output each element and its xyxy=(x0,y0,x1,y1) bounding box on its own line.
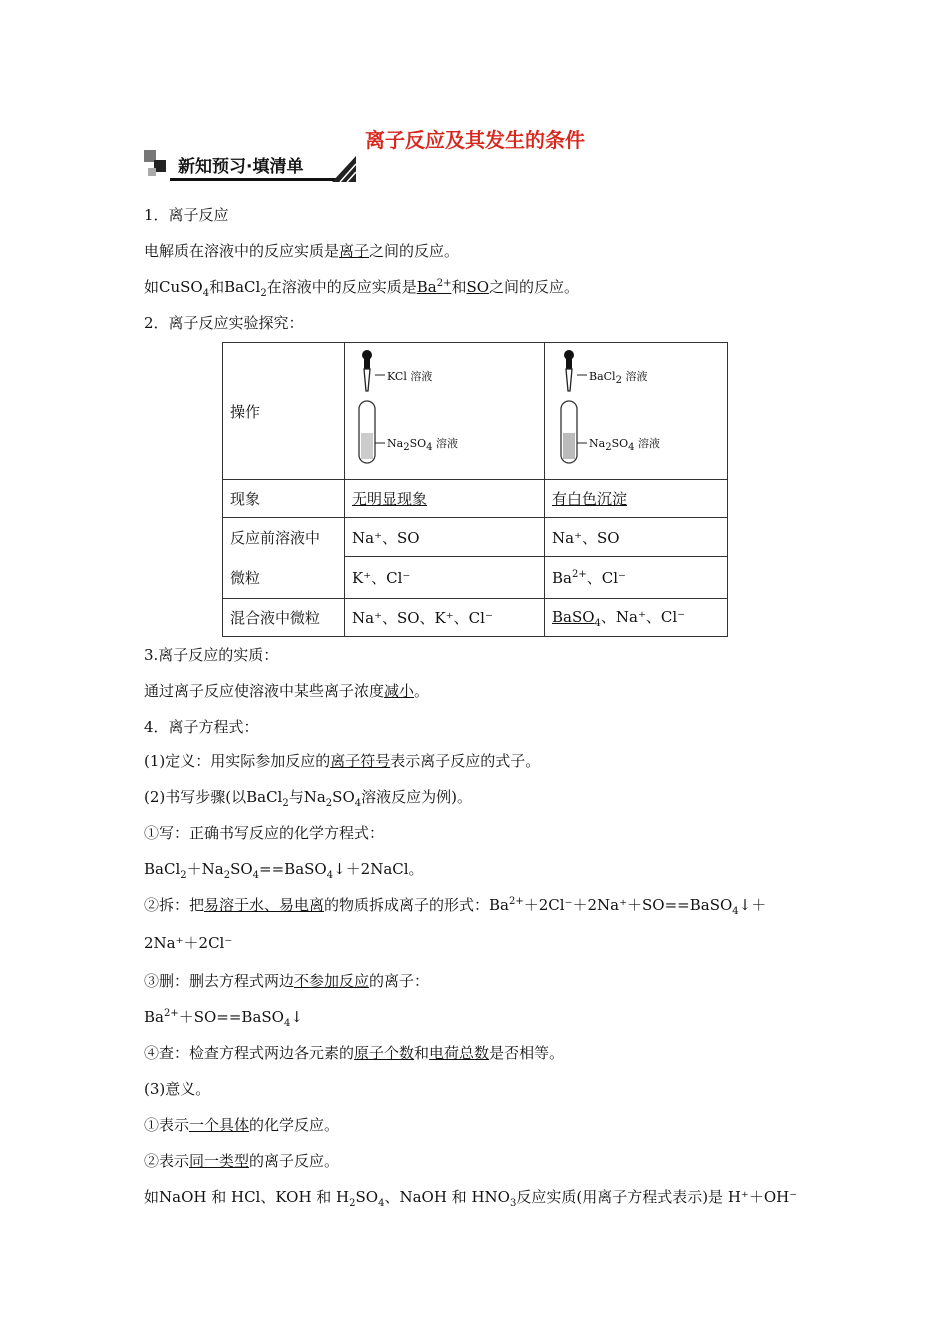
operation-left-figure xyxy=(345,343,545,480)
step-write-equation: $BaCl_2+Na_2SO_4==BaSO_4↓+2NaCl$。 xyxy=(144,860,424,881)
step-split-line: ②拆：把易溶于水、易电离的物质拆成离子的形式：$Ba^{2+}+2Cl^-+2Na^++SO==BaSO_4↓+$ xyxy=(144,896,767,917)
section-1-heading: 1．离子反应 xyxy=(144,206,229,224)
meaning-2: ②表示同一类型的离子反应。 xyxy=(144,1152,340,1170)
step-check-line: ④查：检查方程式两边各元素的原子个数和电荷总数是否相等。 xyxy=(144,1044,565,1062)
step-write-heading: ①写：正确书写反应的化学方程式： xyxy=(144,824,385,842)
banner-label: 新知预习·填清单 xyxy=(178,157,304,177)
tube-label: $Na_2SO_4$ 溶液 xyxy=(589,437,660,454)
mixed-left: Na⁺、SO、K⁺、Cl⁻ xyxy=(345,599,545,637)
step-delete-equation: $Ba^{2+}+SO==BaSO_4↓$ xyxy=(144,1008,303,1029)
section-banner xyxy=(144,148,358,182)
step-split-continued: 2Na⁺＋2Cl⁻ xyxy=(144,934,233,952)
experiment-table xyxy=(222,342,728,637)
s3-line-1: 通过离子反应使溶液中某些离子浓度减小。 xyxy=(144,682,430,700)
meaning-heading: (3)意义。 xyxy=(144,1080,211,1098)
section-4-heading: 4．离子方程式： xyxy=(144,718,259,736)
phenomenon-left: 无明显现象 xyxy=(352,490,428,508)
before-right-2: $Ba^{2+}$、Cl⁻ xyxy=(545,557,728,599)
dropper-label: BaCl$_2$ 溶液 xyxy=(589,370,648,387)
table-label-operation: 操作 xyxy=(223,343,345,480)
s1-line-2: 如CuSO$_4$和BaCl$_2$在溶液中的反应实质是$Ba^{2+}$和SO之间的反应。 xyxy=(144,278,580,299)
s4-definition: (1)定义：用实际参加反应的离子符号表示离子反应的式子。 xyxy=(144,752,541,770)
page-title: 离子反应及其发生的条件 xyxy=(365,128,585,152)
s1-line-1: 电解质在溶液中的反应实质是离子之间的反应。 xyxy=(144,242,460,260)
table-label-mixed: 混合液中微粒 xyxy=(223,599,345,637)
section-2-heading: 2．离子反应实验探究： xyxy=(144,314,304,332)
banner-square-icon xyxy=(148,168,156,176)
table-label-before: 反应前溶液中 微粒 xyxy=(223,518,345,599)
before-left-1: Na⁺、SO xyxy=(345,518,545,557)
meaning-1: ①表示一个具体的化学反应。 xyxy=(144,1116,340,1134)
step-delete-heading: ③删：删去方程式两边不参加反应的离子： xyxy=(144,972,430,990)
table-label-phenomenon: 现象 xyxy=(223,480,345,518)
meaning-3: 如NaOH 和 HCl、KOH 和 $H_2SO_4$、NaOH 和 $HNO_3$反应实质(用离子方程式表示)是 H⁺＋OH⁻ xyxy=(144,1188,798,1209)
section-3-heading: 3.离子反应的实质： xyxy=(144,646,279,664)
mixed-right: BaSO$_4$、Na⁺、Cl⁻ xyxy=(545,599,728,637)
tube-label: $Na_2SO_4$ 溶液 xyxy=(387,437,458,454)
operation-right-figure xyxy=(545,343,728,480)
dropper-label: KCl 溶液 xyxy=(387,370,433,383)
before-right-1: Na⁺、SO xyxy=(545,518,728,557)
slash-decoration-icon xyxy=(330,154,358,182)
phenomenon-right: 有白色沉淀 xyxy=(552,490,628,508)
before-left-2: K⁺、Cl⁻ xyxy=(345,557,545,599)
s4-steps: (2)书写步骤(以BaCl$_2$与$Na_2SO_4$溶液反应为例)。 xyxy=(144,788,472,809)
